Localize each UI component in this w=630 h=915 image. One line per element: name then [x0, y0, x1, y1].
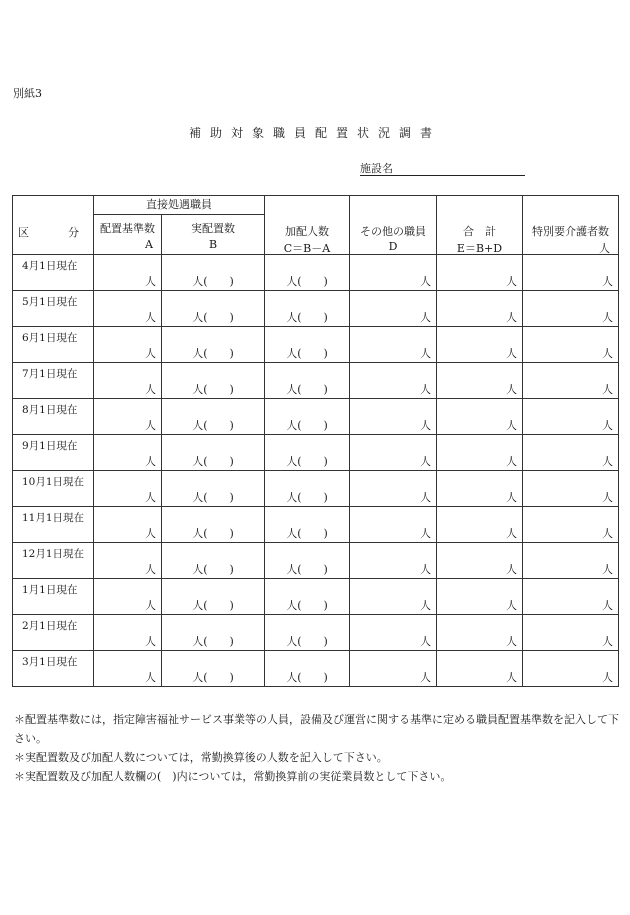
table-cell[interactable]: 人 [437, 291, 523, 327]
table-cell[interactable]: 人 [94, 255, 162, 291]
table-row [13, 507, 619, 543]
table-cell[interactable]: 人 [523, 579, 619, 615]
table-cell[interactable]: 人 [437, 399, 523, 435]
table-cell[interactable]: 人( ) [265, 507, 350, 543]
table-cell[interactable]: 人 [350, 471, 437, 507]
table-cell[interactable]: 人 [350, 363, 437, 399]
table-cell[interactable]: 人 [523, 543, 619, 579]
table-cell[interactable]: 人 [437, 507, 523, 543]
header-division: 区 分 [13, 196, 94, 255]
table-cell[interactable]: 人 [94, 471, 162, 507]
staff-allocation-table [12, 195, 619, 687]
table-row [13, 471, 619, 507]
table-row [13, 543, 619, 579]
header-other-staff: その他の職員 D [350, 196, 437, 255]
row-month-label: 10月1日現在 [13, 471, 94, 507]
row-month-label: 3月1日現在 [13, 651, 94, 687]
row-month-label: 6月1日現在 [13, 327, 94, 363]
table-cell[interactable]: 人 [523, 435, 619, 471]
table-cell[interactable]: 人( ) [265, 543, 350, 579]
table-cell[interactable]: 人 [94, 507, 162, 543]
table-cell[interactable]: 人 [94, 543, 162, 579]
table-cell[interactable]: 人 [437, 363, 523, 399]
document-title: 補助対象職員配置状況調書 [188, 126, 441, 140]
table-cell[interactable]: 人 [350, 435, 437, 471]
table-cell[interactable]: 人( ) [162, 327, 265, 363]
note-3: ＊実配置数及び加配人数欄の( )内については，常勤換算前の実従業員数として下さい。 [14, 770, 452, 783]
table-cell[interactable]: 人 [437, 435, 523, 471]
row-month-label: 8月1日現在 [13, 399, 94, 435]
table-row [13, 255, 619, 291]
table-row [13, 291, 619, 327]
table-cell[interactable]: 人 [437, 471, 523, 507]
table-cell[interactable]: 人 [94, 651, 162, 687]
table-cell[interactable]: 人 [350, 327, 437, 363]
row-month-label: 4月1日現在 [13, 255, 94, 291]
table-cell[interactable]: 人( ) [162, 363, 265, 399]
table-cell[interactable]: 人( ) [265, 255, 350, 291]
table-cell[interactable]: 人 [437, 579, 523, 615]
table-cell[interactable]: 人 [523, 471, 619, 507]
table-cell[interactable]: 人 [523, 399, 619, 435]
table-cell[interactable]: 人 [437, 651, 523, 687]
table-cell[interactable]: 人 [523, 651, 619, 687]
row-month-label: 11月1日現在 [13, 507, 94, 543]
facility-label: 施設名 [360, 162, 393, 175]
table-cell[interactable]: 人( ) [162, 615, 265, 651]
table-cell[interactable]: 人 [94, 579, 162, 615]
notes [14, 710, 624, 786]
table-cell[interactable]: 人( ) [162, 507, 265, 543]
table-row [13, 327, 619, 363]
table-row [13, 579, 619, 615]
table-cell[interactable]: 人 [523, 363, 619, 399]
table-cell[interactable]: 人( ) [265, 471, 350, 507]
table-cell[interactable]: 人 [94, 363, 162, 399]
table-cell[interactable]: 人( ) [265, 651, 350, 687]
table-cell[interactable]: 人( ) [265, 327, 350, 363]
table-cell[interactable]: 人 [437, 255, 523, 291]
table-cell[interactable]: 人( ) [265, 615, 350, 651]
table-cell[interactable]: 人( ) [162, 399, 265, 435]
table-cell[interactable]: 人 [523, 255, 619, 291]
table-cell[interactable]: 人 [94, 291, 162, 327]
table-cell[interactable]: 人 [94, 399, 162, 435]
header-special-care: 特別要介護者数 人 [523, 196, 619, 255]
table-cell[interactable]: 人 [437, 327, 523, 363]
row-month-label: 7月1日現在 [13, 363, 94, 399]
table-cell[interactable]: 人 [94, 615, 162, 651]
table-cell[interactable]: 人 [437, 543, 523, 579]
table-cell[interactable]: 人 [350, 255, 437, 291]
row-month-label: 12月1日現在 [13, 543, 94, 579]
row-month-label: 1月1日現在 [13, 579, 94, 615]
facility-name-field[interactable] [360, 160, 525, 176]
table-cell[interactable]: 人( ) [265, 435, 350, 471]
table-cell[interactable]: 人 [523, 507, 619, 543]
table-cell[interactable]: 人( ) [162, 471, 265, 507]
table-cell[interactable]: 人 [437, 615, 523, 651]
row-month-label: 9月1日現在 [13, 435, 94, 471]
table-cell[interactable]: 人( ) [162, 435, 265, 471]
table-cell[interactable]: 人 [350, 615, 437, 651]
annex-label: 別紙3 [13, 87, 42, 100]
table-cell[interactable]: 人 [94, 327, 162, 363]
table-cell[interactable]: 人( ) [162, 543, 265, 579]
table-cell[interactable]: 人( ) [162, 579, 265, 615]
table-cell[interactable]: 人( ) [162, 255, 265, 291]
header-standard-count: 配置基準数 A [94, 215, 162, 255]
table-cell[interactable]: 人 [94, 435, 162, 471]
table-cell[interactable]: 人( ) [265, 291, 350, 327]
table-cell[interactable]: 人 [350, 579, 437, 615]
row-month-label: 2月1日現在 [13, 615, 94, 651]
table-cell[interactable]: 人( ) [265, 579, 350, 615]
table-cell[interactable]: 人 [350, 291, 437, 327]
table-row [13, 615, 619, 651]
note-2: ＊実配置数及び加配人数については，常勤換算後の人数を記入して下さい。 [14, 751, 388, 764]
header-actual-count: 実配置数 B [162, 215, 265, 255]
table-cell[interactable]: 人 [523, 615, 619, 651]
table-row [13, 435, 619, 471]
table-cell[interactable]: 人 [350, 651, 437, 687]
table-row [13, 399, 619, 435]
table-row [13, 363, 619, 399]
table-cell[interactable]: 人( ) [265, 363, 350, 399]
table-cell[interactable]: 人( ) [265, 399, 350, 435]
table-cell[interactable]: 人 [350, 543, 437, 579]
table-cell[interactable]: 人 [350, 399, 437, 435]
table-cell[interactable]: 人( ) [162, 651, 265, 687]
table-row [13, 651, 619, 687]
table-cell[interactable]: 人 [523, 327, 619, 363]
row-month-label: 5月1日現在 [13, 291, 94, 327]
note-1: ＊配置基準数には，指定障害福祉サービス事業等の人員，設備及び運営に関する基準に定める職員配置基準数を記入して下さい。 [14, 713, 619, 745]
table-cell[interactable]: 人 [350, 507, 437, 543]
table-cell[interactable]: 人 [523, 291, 619, 327]
header-additional-staff: 加配人数 C＝B－A [265, 196, 350, 255]
table-cell[interactable]: 人( ) [162, 291, 265, 327]
header-direct-staff: 直接処遇職員 [94, 196, 265, 215]
header-total: 合 計 E＝B+D [437, 196, 523, 255]
